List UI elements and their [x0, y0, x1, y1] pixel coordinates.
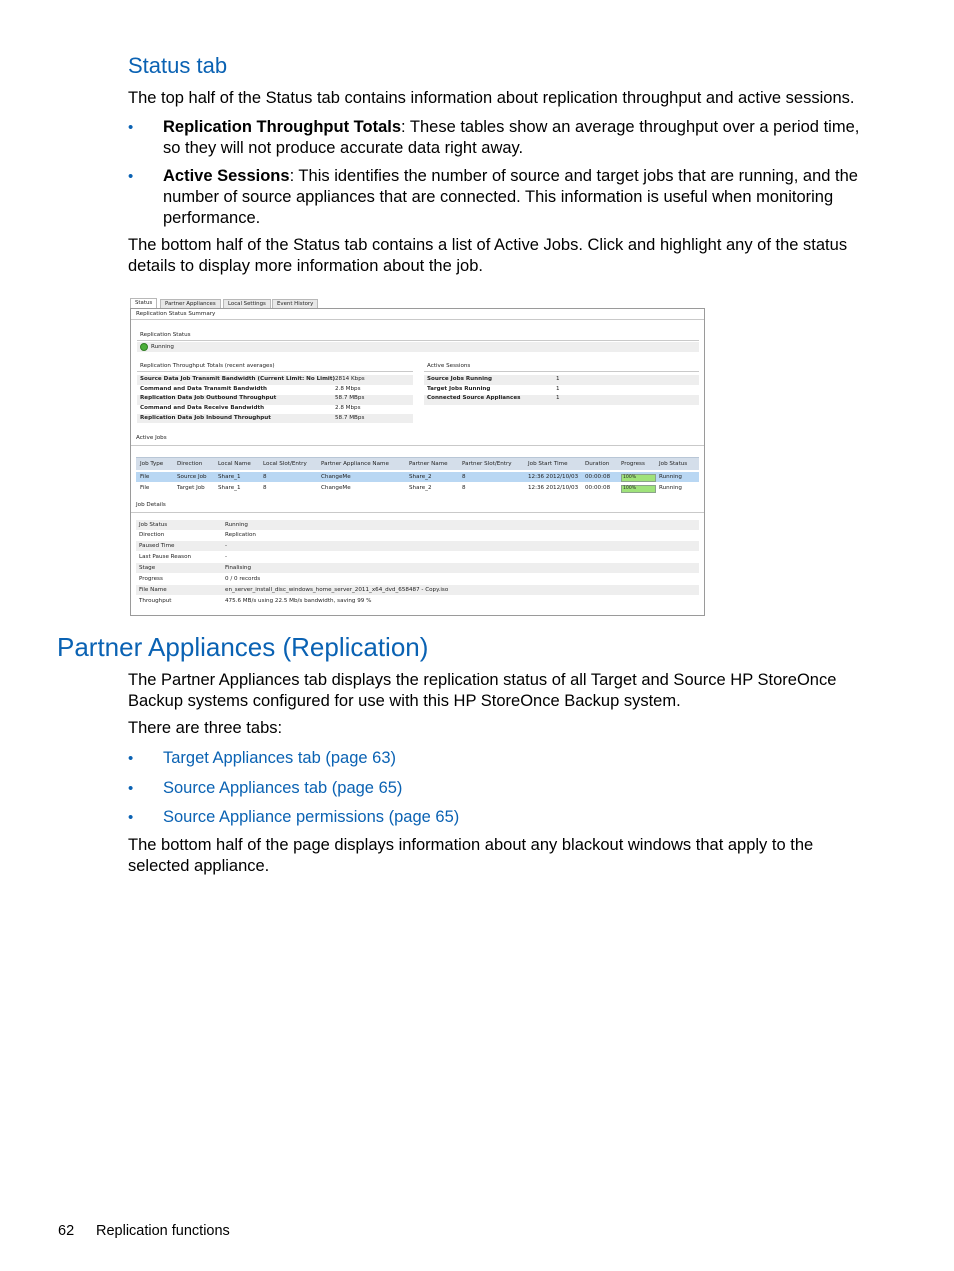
link-source-appliance-permissions[interactable]: Source Appliance permissions (page 65) — [163, 808, 460, 826]
row-band — [136, 520, 699, 530]
throughput-row-label: Replication Data Job Inbound Throughput — [140, 415, 271, 421]
check-circle-icon — [140, 343, 148, 351]
jobs-column-header: Partner Name — [409, 461, 448, 467]
page-number: 62 — [58, 1223, 75, 1239]
detail-label: Paused Time — [139, 543, 175, 549]
job-cell: 12:36 2012/10/03 — [528, 474, 579, 480]
throughput-row-label: Replication Data Job Outbound Throughput — [140, 395, 277, 401]
job-cell: Running — [659, 485, 682, 491]
throughput-row-value: 2.8 Mbps — [335, 405, 361, 411]
job-cell: Share_1 — [218, 474, 241, 480]
job-cell: Share_2 — [409, 485, 432, 491]
divider — [137, 371, 413, 372]
sessions-row-label: Source Jobs Running — [427, 376, 493, 382]
divider — [137, 340, 699, 341]
jobs-column-header: Job Type — [140, 461, 164, 467]
job-progress-label: 100% — [623, 486, 637, 491]
job-progress-bar — [621, 474, 656, 482]
detail-value: en_server_install_disc_windows_home_server_2011_x64_dvd_658487 - Copy.iso — [225, 587, 449, 593]
detail-label: Direction — [139, 532, 165, 538]
jobs-column-header: Local Name — [218, 461, 251, 467]
screenshot-tab-partner-appliances: Partner Appliances — [160, 299, 221, 309]
job-cell: 8 — [263, 485, 267, 491]
job-cell: 00:00:08 — [585, 474, 611, 480]
detail-label: File Name — [139, 587, 167, 593]
jobs-column-header: Progress — [621, 461, 645, 467]
detail-label: Progress — [139, 576, 163, 582]
detail-label: Job Status — [139, 522, 168, 528]
throughput-row-value: 58.7 MBps — [335, 415, 365, 421]
bullet-dot-icon: • — [128, 750, 134, 767]
detail-value: 0 / 0 records — [225, 576, 261, 582]
link-target-appliances-tab[interactable]: Target Appliances tab (page 63) — [163, 749, 396, 767]
throughput-title: Replication Throughput Totals (recent averages) — [140, 363, 275, 369]
jobs-column-header: Job Status — [659, 461, 688, 467]
status-row-band — [137, 342, 699, 352]
detail-value: Finalising — [225, 565, 252, 571]
sessions-title: Active Sessions — [427, 363, 471, 369]
status-tab-intro: The top half of the Status tab contains information about replication throughput and active sessions. — [128, 89, 855, 107]
replication-status-label: Replication Status — [140, 332, 191, 338]
jobs-column-header: Duration — [585, 461, 610, 467]
status-tab-screenshot — [130, 298, 705, 615]
job-cell: 00:00:08 — [585, 485, 611, 491]
detail-value: Running — [225, 522, 248, 528]
jobs-column-header: Direction — [177, 461, 203, 467]
sessions-row-label: Connected Source Appliances — [427, 395, 521, 401]
divider — [131, 512, 704, 513]
detail-label: Throughput — [139, 598, 172, 604]
screenshot-tab-event-history: Event History — [272, 299, 318, 309]
job-cell: 8 — [462, 474, 466, 480]
job-cell: ChangeMe — [321, 485, 351, 491]
screenshot-tab-status: Status — [130, 298, 157, 309]
job-cell: 8 — [263, 474, 267, 480]
detail-label: Stage — [139, 565, 156, 571]
summary-title: Replication Status Summary — [136, 311, 216, 317]
bullet-term: Active Sessions — [163, 167, 290, 185]
row-band — [136, 563, 699, 573]
divider — [131, 445, 704, 446]
partner-intro: The Partner Appliances tab displays the replication status of all Target and Source HP StoreOnce Backup systems configured for use with this HP StoreOnce Backup system. — [128, 671, 837, 710]
job-details-title: Job Details — [136, 502, 166, 508]
sessions-row-label: Target Jobs Running — [427, 386, 491, 392]
bullet-text — [163, 166, 873, 229]
job-cell: Share_2 — [409, 474, 432, 480]
status-tab-outro: The bottom half of the Status tab contains a list of Active Jobs. Click and highlight any of the status details to display more information about the job. — [128, 236, 848, 275]
jobs-column-header: Job Start Time — [528, 461, 568, 467]
throughput-row-label: Source Data Job Transmit Bandwidth (Current Limit: No Limit) — [140, 376, 336, 382]
screenshot-panel — [130, 308, 705, 616]
detail-label: Last Pause Reason — [139, 554, 192, 560]
jobs-column-header: Partner Slot/Entry — [462, 461, 512, 467]
detail-value: - — [225, 543, 228, 549]
screenshot-tab-local-settings: Local Settings — [223, 299, 271, 309]
job-cell: 12:36 2012/10/03 — [528, 485, 579, 491]
bullet-dot-icon: • — [128, 780, 134, 797]
bullet-dot-icon: • — [128, 119, 134, 136]
sessions-row-value: 1 — [556, 395, 560, 401]
throughput-row-value: 58.7 MBps — [335, 395, 365, 401]
job-cell: Running — [659, 474, 682, 480]
three-tabs-text: There are three tabs: — [128, 719, 283, 737]
bullet-body: : This identifies the number of source and target jobs that are running, and the number of source appliances that are connected. This information is useful when monitoring performance. — [163, 167, 858, 227]
job-cell: ChangeMe — [321, 474, 351, 480]
sessions-row-value: 1 — [556, 376, 560, 382]
job-progress-label: 100% — [623, 475, 637, 480]
job-cell: File — [140, 474, 150, 480]
replication-status-value: Running — [151, 344, 174, 350]
row-band — [136, 541, 699, 551]
bullet-body: : These tables show an average throughput over a period time, so they will not produce accurate data right away. — [163, 118, 860, 157]
throughput-row-label: Command and Data Transmit Bandwidth — [140, 386, 268, 392]
detail-value: Replication — [225, 532, 256, 538]
active-jobs-title: Active Jobs — [136, 435, 167, 441]
job-cell: File — [140, 485, 150, 491]
job-cell: Source Job — [177, 474, 207, 480]
section-heading-status-tab: Status tab — [128, 53, 228, 78]
sessions-row-value: 1 — [556, 386, 560, 392]
link-source-appliances-tab[interactable]: Source Appliances tab (page 65) — [163, 779, 403, 797]
job-cell: 8 — [462, 485, 466, 491]
section-heading-partner-appliances: Partner Appliances (Replication) — [57, 632, 429, 662]
bullet-dot-icon: • — [128, 809, 134, 826]
detail-value: - — [225, 554, 228, 560]
job-progress-bar — [621, 485, 656, 493]
job-cell: Share_1 — [218, 485, 241, 491]
throughput-row-value: 2.8 Mbps — [335, 386, 361, 392]
job-cell: Target Job — [177, 485, 205, 491]
divider — [131, 319, 704, 320]
divider — [424, 371, 699, 372]
partner-outro: The bottom half of the page displays information about any blackout windows that apply to the selected appliance. — [128, 836, 814, 875]
jobs-column-header: Partner Appliance Name — [321, 461, 389, 467]
detail-value: 475.6 MB/s using 22.5 Mb/s bandwidth, saving 99 % — [225, 598, 372, 604]
throughput-row-value: 2814 Kbps — [335, 376, 365, 382]
bullet-dot-icon: • — [128, 168, 134, 185]
footer-title: Replication functions — [96, 1223, 230, 1239]
throughput-row-label: Command and Data Receive Bandwidth — [140, 405, 265, 411]
bullet-term: Replication Throughput Totals — [163, 118, 402, 136]
bullet-text — [163, 117, 873, 159]
jobs-column-header: Local Slot/Entry — [263, 461, 307, 467]
